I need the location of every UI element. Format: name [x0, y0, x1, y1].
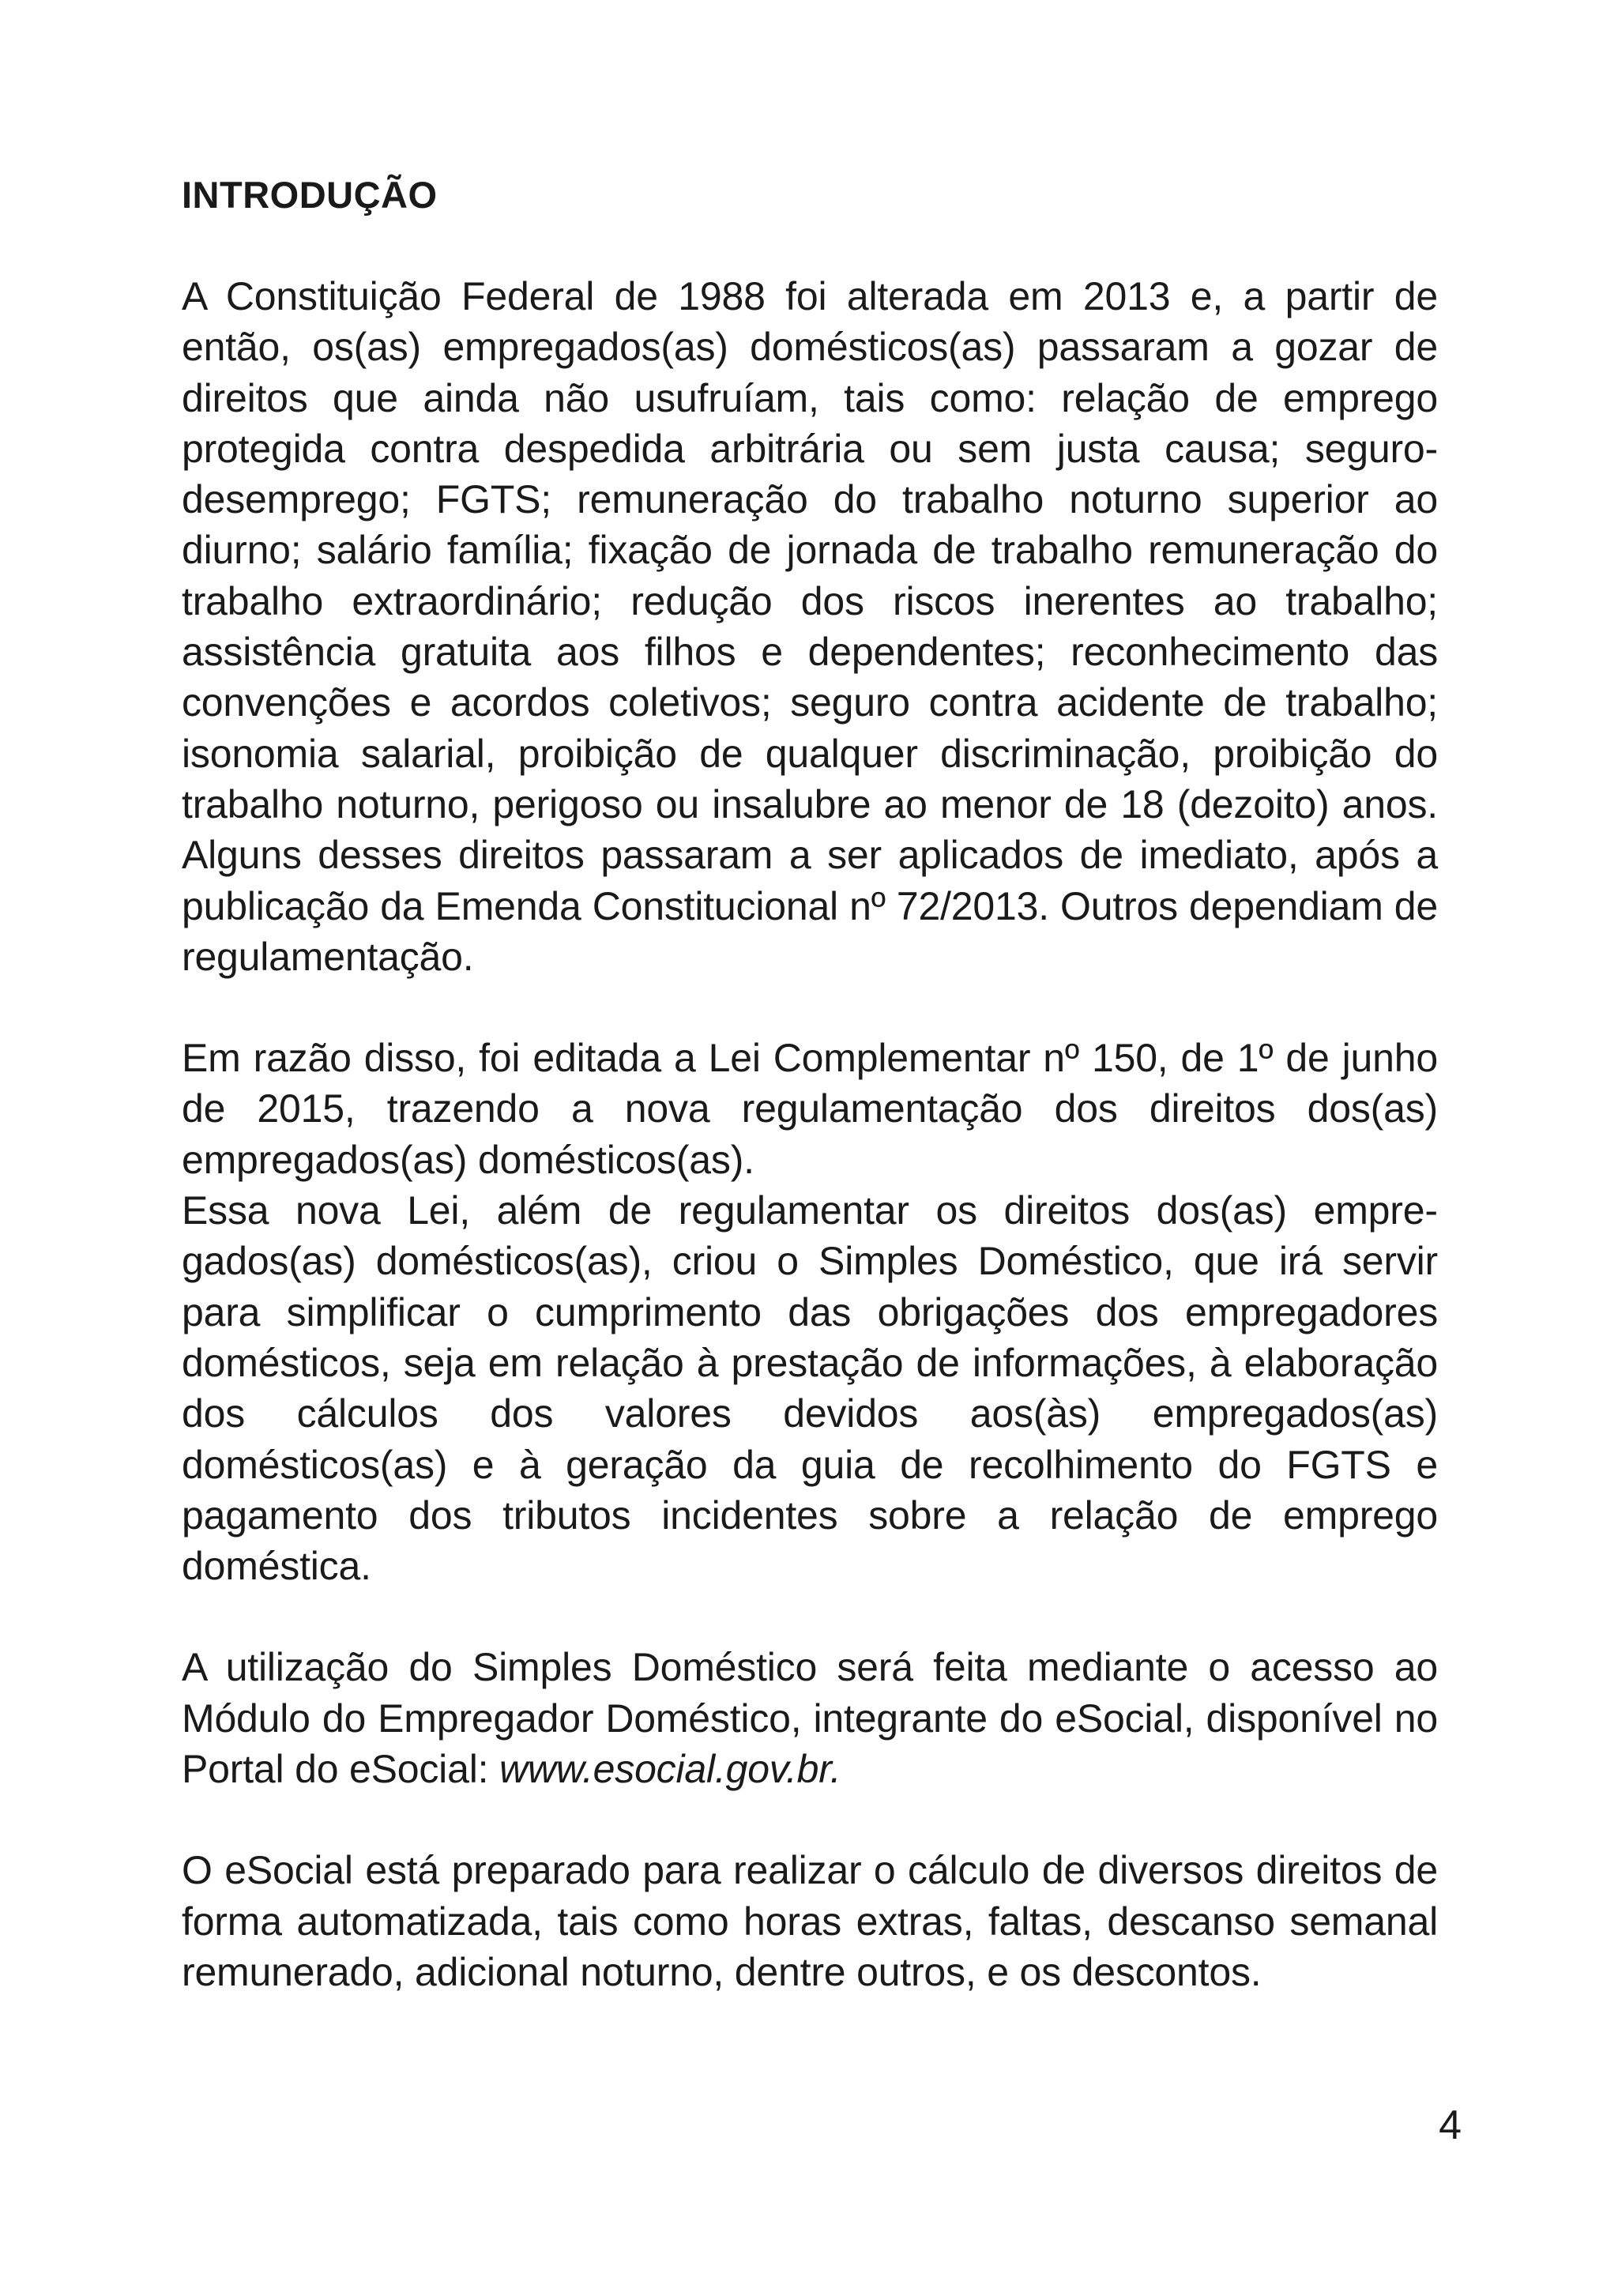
esocial-website-link[interactable]: www.esocial.gov.br.	[499, 1747, 841, 1792]
paragraph-simples-domestico: Essa nova Lei, além de regulamentar os direitos dos(as) empregados(as) domésticos(as), criou o Simples Doméstico, que irá servir para simplificar o cumprimento das obrigações dos empregadores domésticos, seja em relação à prestação de informações, à elaboração dos cálculos dos valores devidos aos(às) empregados(as) domésticos(as) e à geração da guia de recolhimento do FGTS e pagamento dos tributos incidentes sobre a relação de emprego doméstica.	[182, 1188, 1438, 1589]
spacer	[182, 982, 1438, 1033]
page-content	[182, 167, 1438, 1997]
page-title: INTRODUÇÃO	[182, 174, 438, 216]
spacer	[182, 223, 1438, 271]
paragraph-esocial-access-text: A utilização do Simples Doméstico será feita mediante o acesso ao Módulo do Empregador Doméstico, integrante do eSocial, disponível no Portal do eSocial:	[182, 1645, 1438, 1792]
page-number: 4	[1439, 2102, 1462, 2148]
paragraph-complementary-law: Em razão disso, foi editada a Lei Complementar nº 150, de 1º de junho de 2015, trazendo a nova regulamentação dos direitos dos(as) empregados(as) domésticos(as).	[182, 1036, 1438, 1182]
spacer	[182, 1591, 1438, 1642]
paragraph-constitution: A Constituição Federal de 1988 foi alterada em 2013 e, a partir de então, os(as) empregados(as) domésticos(as) passaram a gozar de direitos que ainda não usufruíam, tais como: relação de emprego protegida contra despedida arbitrária ou sem justa causa; seguro-desemprego; FGTS; remuneração do trabalho noturno superior ao diurno; salário família; fixação de jornada de trabalho remuneração do trabalho extraordinário; redução dos riscos inerentes ao trabalho; assistência gratuita aos filhos e dependentes; reconhecimento das convenções e acordos coletivos; seguro contra acidente de trabalho; isonomia salarial, proibição de qualquer discriminação, proibição do trabalho noturno, perigoso ou insalubre ao menor de 18 (dezoito) anos. Alguns desses direitos passaram a ser aplicados de imediato, após a publicação da Emenda Constitucional nº 72/2013. Outros dependiam de regulamentação.	[182, 274, 1438, 979]
spacer	[182, 1794, 1438, 1845]
paragraph-esocial-calculation: O eSocial está preparado para realizar o cálculo de diversos direitos de forma automatizada, tais como horas extras, faltas, descanso semanal remunerado, adicional noturno, dentre outros, e os descontos.	[182, 1848, 1438, 1994]
paragraph-esocial-access	[182, 1642, 1438, 1794]
